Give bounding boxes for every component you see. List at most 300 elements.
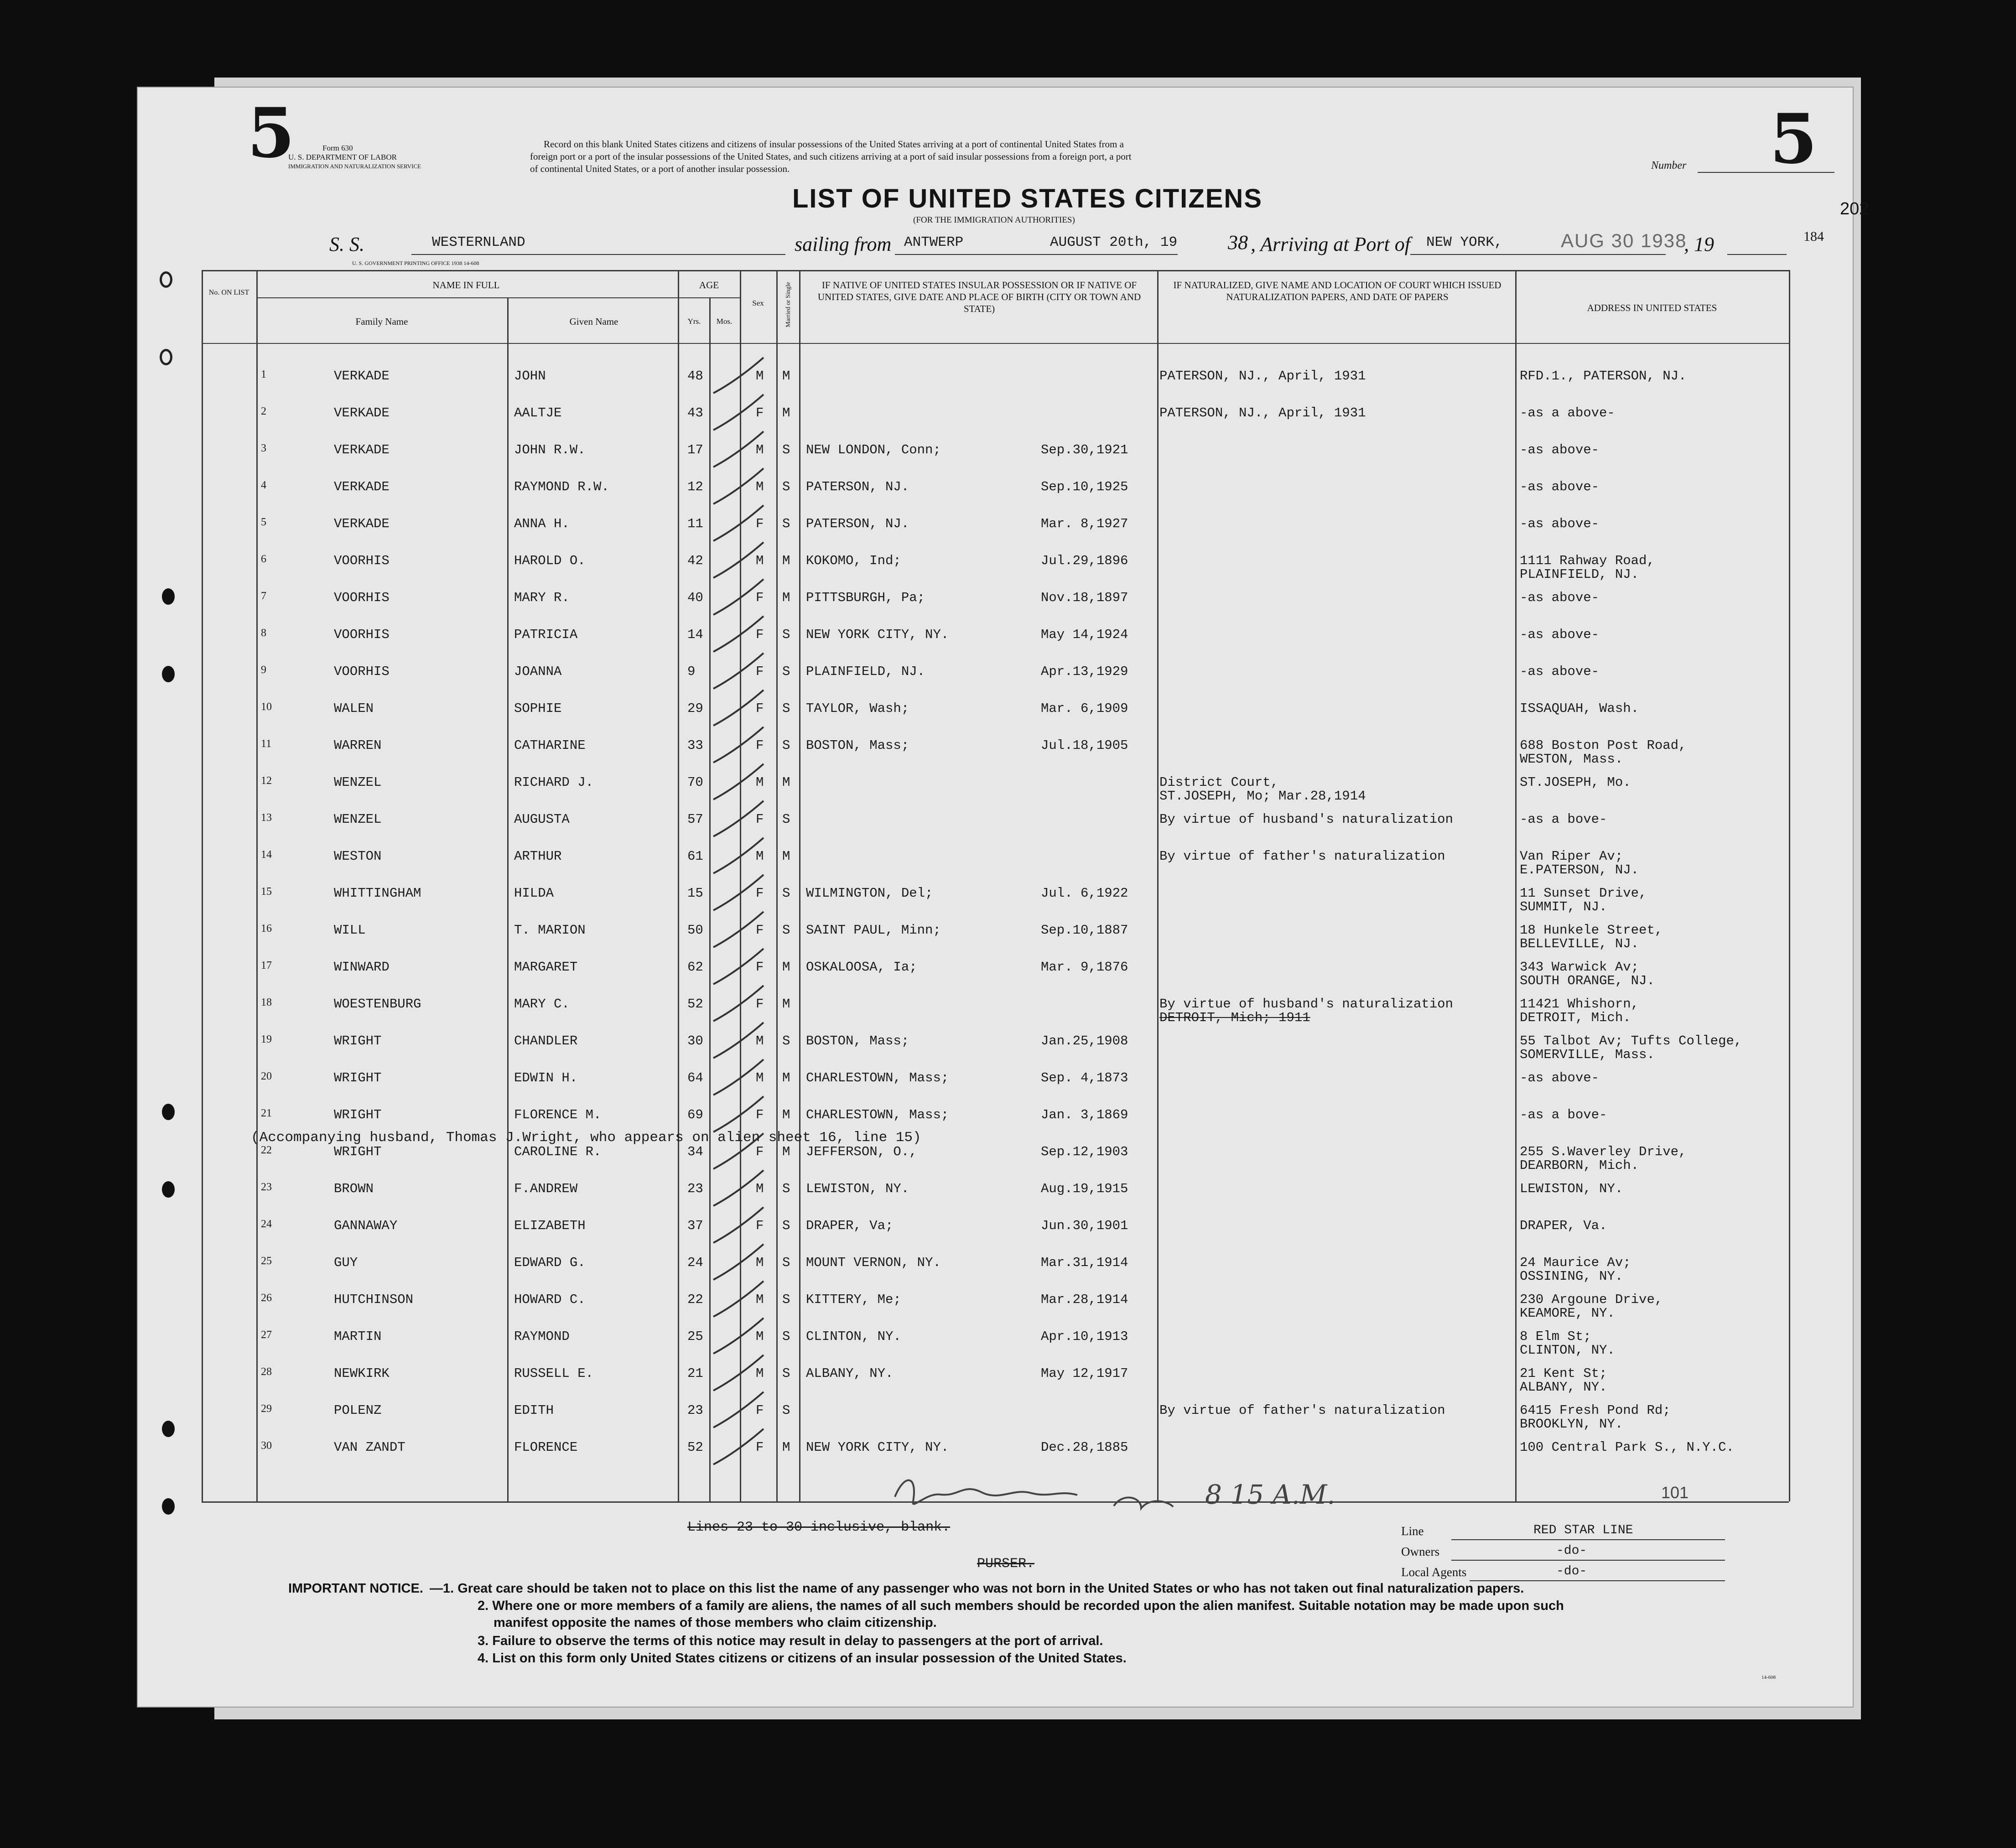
address: ISSAQUAH, Wash.: [1520, 701, 1639, 716]
address: -as above-: [1520, 516, 1600, 531]
age-years: 52: [687, 997, 703, 1012]
sex: F: [756, 960, 764, 975]
tick-mark: [713, 949, 764, 984]
given-name: EDWIN H.: [514, 1070, 578, 1085]
age-years: 12: [687, 479, 703, 494]
age-years: 22: [687, 1292, 703, 1307]
given-name: F.ANDREW: [514, 1181, 578, 1196]
given-name: MARY R.: [514, 590, 570, 605]
manifest-sheet: [137, 87, 1869, 1708]
birth-place: OSKALOOSA, Ia;: [806, 960, 917, 975]
age-years: 24: [687, 1255, 703, 1270]
row-number: 19: [261, 1033, 272, 1045]
header-married-single: Married or Single: [785, 282, 792, 327]
given-name: ANNA H.: [514, 516, 570, 531]
count-mark: 101: [1661, 1483, 1689, 1502]
family-name: VAN ZANDT: [334, 1440, 405, 1455]
sex: F: [756, 590, 764, 605]
row-number: 26: [261, 1292, 272, 1304]
given-name: EDITH: [514, 1403, 554, 1418]
family-name: VERKADE: [334, 369, 390, 384]
address: 11 Sunset Drive,: [1520, 886, 1647, 901]
given-name: HAROLD O.: [514, 553, 586, 568]
given-name: JOHN R.W.: [514, 442, 586, 457]
birth-place: NEW YORK CITY, NY.: [806, 1440, 949, 1455]
birth-date: Aug.19,1915: [1041, 1181, 1128, 1196]
birth-place: CHARLESTOWN, Mass;: [806, 1070, 949, 1085]
naturalization: PATERSON, NJ., April, 1931: [1159, 405, 1366, 420]
age-years: 64: [687, 1070, 703, 1085]
marital-status: S: [782, 1403, 790, 1418]
tick-mark: [713, 727, 764, 763]
address: 230 Argoune Drive,: [1520, 1292, 1663, 1307]
birth-date: Mar. 8,1927: [1041, 516, 1128, 531]
agents-value: -do-: [1556, 1564, 1587, 1578]
header-no-on-list: No. ON LIST: [208, 289, 249, 296]
age-years: 29: [687, 701, 703, 716]
age-years: 15: [687, 886, 703, 901]
birth-place: PATERSON, NJ.: [806, 479, 909, 494]
address-line-2: OSSINING, NY.: [1520, 1269, 1623, 1284]
tick-mark: [713, 653, 764, 689]
row-number: 13: [261, 812, 272, 824]
family-name: VOORHIS: [334, 664, 390, 679]
given-name: CHANDLER: [514, 1033, 578, 1049]
naturalization: By virtue of husband's naturalization: [1159, 997, 1453, 1012]
age-years: 30: [687, 1033, 703, 1049]
binder-hole: [162, 666, 175, 682]
family-name: VOORHIS: [334, 590, 390, 605]
family-name: GANNAWAY: [334, 1218, 398, 1233]
birth-place: BOSTON, Mass;: [806, 738, 909, 753]
header-age: AGE: [699, 280, 719, 291]
family-name: WESTON: [334, 849, 382, 864]
ship-name: WESTERNLAND: [432, 234, 525, 250]
birth-place: ALBANY, NY.: [806, 1366, 894, 1381]
birth-place: LEWISTON, NY.: [806, 1181, 909, 1196]
address-line-2: PLAINFIELD, NJ.: [1520, 567, 1639, 582]
binder-hole: [162, 1181, 175, 1198]
sex: F: [756, 701, 764, 716]
row-number: 24: [261, 1218, 272, 1230]
row-number: 12: [261, 775, 272, 787]
age-years: 25: [687, 1329, 703, 1344]
notice-item-2-continued: manifest opposite the names of those members who claim citizenship.: [494, 1615, 937, 1630]
age-years: 40: [687, 590, 703, 605]
birth-date: Jul.18,1905: [1041, 738, 1128, 753]
row-number: 29: [261, 1403, 272, 1415]
family-name: WILL: [334, 923, 366, 938]
age-years: 17: [687, 442, 703, 457]
address: ST.JOSEPH, Mo.: [1520, 775, 1631, 790]
tick-mark: [713, 542, 764, 578]
birth-date: Apr.10,1913: [1041, 1329, 1128, 1344]
age-years: 42: [687, 553, 703, 568]
birth-date: Mar.31,1914: [1041, 1255, 1128, 1270]
form-code: 14-608: [1761, 1675, 1776, 1680]
owners-value: -do-: [1556, 1544, 1587, 1558]
address: 18 Hunkele Street,: [1520, 923, 1663, 938]
given-name: T. MARION: [514, 923, 586, 938]
birth-place: JEFFERSON, O.,: [806, 1144, 917, 1159]
date-from: AUGUST 20th, 19: [1050, 234, 1178, 250]
row-number: 21: [261, 1107, 272, 1119]
tick-mark: [713, 1170, 764, 1206]
owners-underline: [1451, 1560, 1725, 1561]
handwritten-time: 8 15 A.M.: [1205, 1479, 1335, 1510]
accompanying-note: (Accompanying husband, Thomas J.Wright, who appears on alien sheet 16, line 15): [251, 1130, 921, 1146]
tick-mark: [713, 838, 764, 873]
birth-date: Jan.25,1908: [1041, 1033, 1128, 1049]
department-name: U. S. DEPARTMENT OF LABOR: [288, 153, 397, 161]
age-years: 50: [687, 923, 703, 938]
binder-hole: [162, 588, 175, 605]
address: Van Riper Av;: [1520, 849, 1623, 864]
owners-label: Owners: [1401, 1545, 1439, 1558]
marital-status: M: [782, 1070, 790, 1085]
sex: M: [756, 775, 764, 790]
family-name: BROWN: [334, 1181, 374, 1196]
tick-mark: [713, 875, 764, 910]
header-years: Yrs.: [687, 317, 701, 326]
sex: F: [756, 627, 764, 642]
age-years: 48: [687, 369, 703, 384]
tick-mark: [713, 505, 764, 541]
marital-status: M: [782, 775, 790, 790]
family-name: VERKADE: [334, 479, 390, 494]
header-family-name: Family Name: [355, 316, 408, 327]
age-years: 33: [687, 738, 703, 753]
given-name: AALTJE: [514, 405, 562, 420]
sex: F: [756, 923, 764, 938]
birth-place: TAYLOR, Wash;: [806, 701, 909, 716]
printing-office: U. S. GOVERNMENT PRINTING OFFICE 1938 14-608: [352, 260, 479, 266]
marital-status: S: [782, 923, 790, 938]
address: -as above-: [1520, 442, 1600, 457]
age-years: 61: [687, 849, 703, 864]
birth-place: CHARLESTOWN, Mass;: [806, 1107, 949, 1122]
marital-status: M: [782, 553, 790, 568]
address: 8 Elm St;: [1520, 1329, 1591, 1344]
birth-place: CLINTON, NY.: [806, 1329, 901, 1344]
arrival-date-stamp: AUG 30 1938: [1561, 230, 1687, 251]
family-name: WRIGHT: [334, 1107, 382, 1122]
row-number: 6: [261, 553, 266, 565]
birth-date: Sep.12,1903: [1041, 1144, 1128, 1159]
birth-place: KITTERY, Me;: [806, 1292, 901, 1307]
marital-status: S: [782, 1292, 790, 1307]
family-name: VERKADE: [334, 442, 390, 457]
age-years: 14: [687, 627, 703, 642]
address-line-2: DEARBORN, Mich.: [1520, 1158, 1639, 1173]
address: LEWISTON, NY.: [1520, 1181, 1623, 1196]
marital-status: M: [782, 1144, 790, 1159]
birth-place: PATERSON, NJ.: [806, 516, 909, 531]
sex: M: [756, 1070, 764, 1085]
marital-status: M: [782, 1440, 790, 1455]
address: 24 Maurice Av;: [1520, 1255, 1631, 1270]
tick-mark: [713, 1244, 764, 1280]
age-years: 57: [687, 812, 703, 827]
birth-place: WILMINGTON, Del;: [806, 886, 933, 901]
binder-hole: [162, 1498, 175, 1515]
given-name: HOWARD C.: [514, 1292, 586, 1307]
row-number: 8: [261, 627, 266, 639]
family-name: POLENZ: [334, 1403, 382, 1418]
sex: M: [756, 1033, 764, 1049]
tick-mark: [713, 395, 764, 430]
row-number: 16: [261, 923, 272, 934]
tick-mark: [713, 1096, 764, 1132]
tick-mark: [713, 1059, 764, 1095]
given-name: MARY C.: [514, 997, 570, 1012]
marital-status: S: [782, 1329, 790, 1344]
sex: M: [756, 1292, 764, 1307]
address: DRAPER, Va.: [1520, 1218, 1607, 1233]
family-name: WRIGHT: [334, 1033, 382, 1049]
tick-mark: [713, 690, 764, 726]
record-text-line-1: Record on this blank United States citizens and citizens of insular possessions of the United States arriving at a port of continental United States from a: [544, 139, 1124, 150]
tick-mark: [713, 1281, 764, 1317]
birth-place: SAINT PAUL, Minn;: [806, 923, 941, 938]
tick-mark: [713, 1318, 764, 1354]
address: 343 Warwick Av;: [1520, 960, 1639, 975]
marital-status: S: [782, 1033, 790, 1049]
given-name: CAROLINE R.: [514, 1144, 602, 1159]
row-number: 5: [261, 516, 266, 528]
agents-label: Local Agents: [1401, 1565, 1467, 1579]
birth-place: NEW LONDON, Conn;: [806, 442, 941, 457]
birth-date: Jun.30,1901: [1041, 1218, 1128, 1233]
naturalization-line-2: ST.JOSEPH, Mo; Mar.28,1914: [1159, 789, 1366, 804]
birth-date: May 12,1917: [1041, 1366, 1128, 1381]
sheet-number-right: 5: [1770, 99, 1818, 179]
record-text-line-3: of continental United States, or a port of another insular possession.: [530, 163, 790, 174]
address-line-2: WESTON, Mass.: [1520, 752, 1623, 767]
tick-mark: [713, 1429, 764, 1464]
address: 255 S.Waverley Drive,: [1520, 1144, 1687, 1159]
sex: M: [756, 553, 764, 568]
sex: M: [756, 442, 764, 457]
sex: F: [756, 812, 764, 827]
family-name: WARREN: [334, 738, 382, 753]
row-number: 17: [261, 960, 272, 971]
address: 1111 Rahway Road,: [1520, 553, 1655, 568]
marital-status: S: [782, 738, 790, 753]
address-line-2: BROOKLYN, NY.: [1520, 1417, 1623, 1432]
marital-status: S: [782, 1218, 790, 1233]
tick-mark: [713, 1355, 764, 1391]
birth-date: May 14,1924: [1041, 627, 1128, 642]
birth-date: Mar. 9,1876: [1041, 960, 1128, 975]
row-number: 10: [261, 701, 272, 713]
given-name: RAYMOND R.W.: [514, 479, 609, 494]
family-name: NEWKIRK: [334, 1366, 390, 1381]
year-from: 38: [1228, 231, 1248, 254]
age-years: 11: [687, 516, 703, 531]
binder-hole: [160, 271, 172, 288]
port-to: NEW YORK,: [1426, 234, 1503, 250]
marital-status: S: [782, 886, 790, 901]
marital-status: S: [782, 812, 790, 827]
address: -as a above-: [1520, 405, 1615, 420]
row-number: 28: [261, 1366, 272, 1378]
marital-status: S: [782, 664, 790, 679]
birth-date: Jul.29,1896: [1041, 553, 1128, 568]
sex: M: [756, 1366, 764, 1381]
sex: M: [756, 479, 764, 494]
marital-status: S: [782, 442, 790, 457]
naturalization-line-2: DETROIT, Mich; 1911: [1159, 1010, 1310, 1025]
given-name: JOANNA: [514, 664, 562, 679]
handwritten-tick-marks: [138, 88, 1853, 1707]
notice-item-2: 2. Where one or more members of a family are aliens, the names of all such members should be recorded upon the alien manifest. Suitable notation may be made upon such: [478, 1599, 1564, 1613]
tick-mark: [713, 1023, 764, 1058]
family-name: WALEN: [334, 701, 374, 716]
birth-date: Sep. 4,1873: [1041, 1070, 1128, 1085]
family-name: VOORHIS: [334, 553, 390, 568]
marital-status: S: [782, 479, 790, 494]
address-line-2: E.PATERSON, NJ.: [1520, 862, 1639, 877]
binder-hole: [160, 349, 172, 365]
marital-status: M: [782, 590, 790, 605]
sex: F: [756, 664, 764, 679]
birth-date: Apr.13,1929: [1041, 664, 1128, 679]
tick-mark: [713, 986, 764, 1021]
birth-date: Dec.28,1885: [1041, 1440, 1128, 1455]
header-months: Mos.: [716, 317, 733, 326]
marital-status: M: [782, 997, 790, 1012]
birth-place: BOSTON, Mass;: [806, 1033, 909, 1049]
age-years: 34: [687, 1144, 703, 1159]
family-name: HUTCHINSON: [334, 1292, 414, 1307]
sex: M: [756, 1329, 764, 1344]
page-reference: 184: [1803, 229, 1824, 244]
tick-mark: [713, 764, 764, 799]
birth-date: Mar. 6,1909: [1041, 701, 1128, 716]
age-years: 70: [687, 775, 703, 790]
address-line-2: SOMERVILLE, Mass.: [1520, 1047, 1655, 1062]
sex: M: [756, 849, 764, 864]
address: -as above-: [1520, 664, 1600, 679]
tick-mark: [713, 579, 764, 615]
sex: M: [756, 369, 764, 384]
naturalization: District Court,: [1159, 775, 1279, 790]
marital-status: S: [782, 1366, 790, 1381]
age-years: 69: [687, 1107, 703, 1122]
birth-date: Nov.18,1897: [1041, 590, 1128, 605]
list-title: LIST OF UNITED STATES CITIZENS: [792, 184, 1263, 213]
birth-date: Jan. 3,1869: [1041, 1107, 1128, 1122]
marital-status: M: [782, 960, 790, 975]
binder-hole: [162, 1104, 175, 1120]
header-given-name: Given Name: [569, 316, 618, 327]
marital-status: S: [782, 1255, 790, 1270]
naturalization: PATERSON, NJ., April, 1931: [1159, 369, 1366, 384]
row-number: 11: [261, 738, 272, 750]
birth-place: PLAINFIELD, NJ.: [806, 664, 925, 679]
birth-date: Sep.30,1921: [1041, 442, 1128, 457]
address: -as above-: [1520, 479, 1600, 494]
naturalization: By virtue of husband's naturalization: [1159, 812, 1453, 827]
row-number: 27: [261, 1329, 272, 1341]
family-name: WENZEL: [334, 775, 382, 790]
age-years: 9: [687, 664, 696, 679]
sex: F: [756, 1144, 764, 1159]
given-name: FLORENCE: [514, 1440, 578, 1455]
birth-date: Sep.10,1887: [1041, 923, 1128, 938]
lines-blank-note: Lines 23 to 30 inclusive, blank.: [687, 1520, 951, 1535]
header-name-in-full: NAME IN FULL: [432, 280, 500, 291]
given-name: FLORENCE M.: [514, 1107, 602, 1122]
tick-mark: [713, 358, 764, 393]
family-name: VERKADE: [334, 516, 390, 531]
record-text-line-2: foreign port or a port of the insular possessions of the United States, and such citizens arriving at a port of said insular possessions from a foreign port, a port: [530, 151, 1132, 162]
given-name: EDWARD G.: [514, 1255, 586, 1270]
handwritten-signature: [886, 1465, 1342, 1520]
form-number: Form 630: [322, 144, 353, 152]
list-subtitle: (FOR THE IMMIGRATION AUTHORITIES): [913, 215, 1075, 225]
address: 688 Boston Post Road,: [1520, 738, 1687, 753]
tick-mark: [713, 468, 764, 504]
birth-place: NEW YORK CITY, NY.: [806, 627, 949, 642]
sheet-number-left: 5: [247, 93, 295, 173]
row-number: 3: [261, 442, 266, 454]
birth-date: Jul. 6,1922: [1041, 886, 1128, 901]
port-from: ANTWERP: [904, 234, 964, 250]
tick-mark: [713, 1207, 764, 1243]
arriving-label: , Arriving at Port of: [1251, 233, 1410, 255]
row-number: 2: [261, 405, 266, 417]
row-number: 30: [261, 1440, 272, 1452]
age-years: 43: [687, 405, 703, 420]
age-years: 21: [687, 1366, 703, 1381]
row-number: 7: [261, 590, 266, 602]
tick-mark: [713, 912, 764, 947]
address: -as above-: [1520, 627, 1600, 642]
age-years: 23: [687, 1403, 703, 1418]
line-value: RED STAR LINE: [1533, 1523, 1633, 1537]
marital-status: S: [782, 627, 790, 642]
address: 100 Central Park S., N.Y.C.: [1520, 1440, 1734, 1455]
given-name: ELIZABETH: [514, 1218, 586, 1233]
header-naturalized: IF NATURALIZED, GIVE NAME AND LOCATION OF COURT WHICH ISSUED NATURALIZATION PAPERS, AND DATE OF PAPERS: [1173, 280, 1502, 302]
notice-title: IMPORTANT NOTICE.: [288, 1581, 423, 1596]
marital-status: M: [782, 849, 790, 864]
birth-date: Sep.10,1925: [1041, 479, 1128, 494]
line-underline: [1451, 1539, 1725, 1540]
sailing-label: sailing from: [795, 233, 892, 255]
address: -as above-: [1520, 590, 1600, 605]
row-number: 22: [261, 1144, 272, 1156]
row-number: 9: [261, 664, 266, 676]
address: 6415 Fresh Pond Rd;: [1520, 1403, 1671, 1418]
marital-status: M: [782, 405, 790, 420]
family-name: WINWARD: [334, 960, 390, 975]
notice-item-3: 3. Failure to observe the terms of this notice may result in delay to passengers at the port of arrival.: [478, 1634, 1103, 1648]
margin-number: 202: [1840, 199, 1869, 218]
row-number: 25: [261, 1255, 272, 1267]
row-number: 4: [261, 479, 266, 491]
row-number: 23: [261, 1181, 272, 1193]
given-name: RICHARD J.: [514, 775, 594, 790]
given-name: AUGUSTA: [514, 812, 570, 827]
marital-status: S: [782, 516, 790, 531]
given-name: MARGARET: [514, 960, 578, 975]
address: -as a bove-: [1520, 812, 1607, 827]
family-name: WENZEL: [334, 812, 382, 827]
header-sex: Sex: [752, 299, 764, 307]
